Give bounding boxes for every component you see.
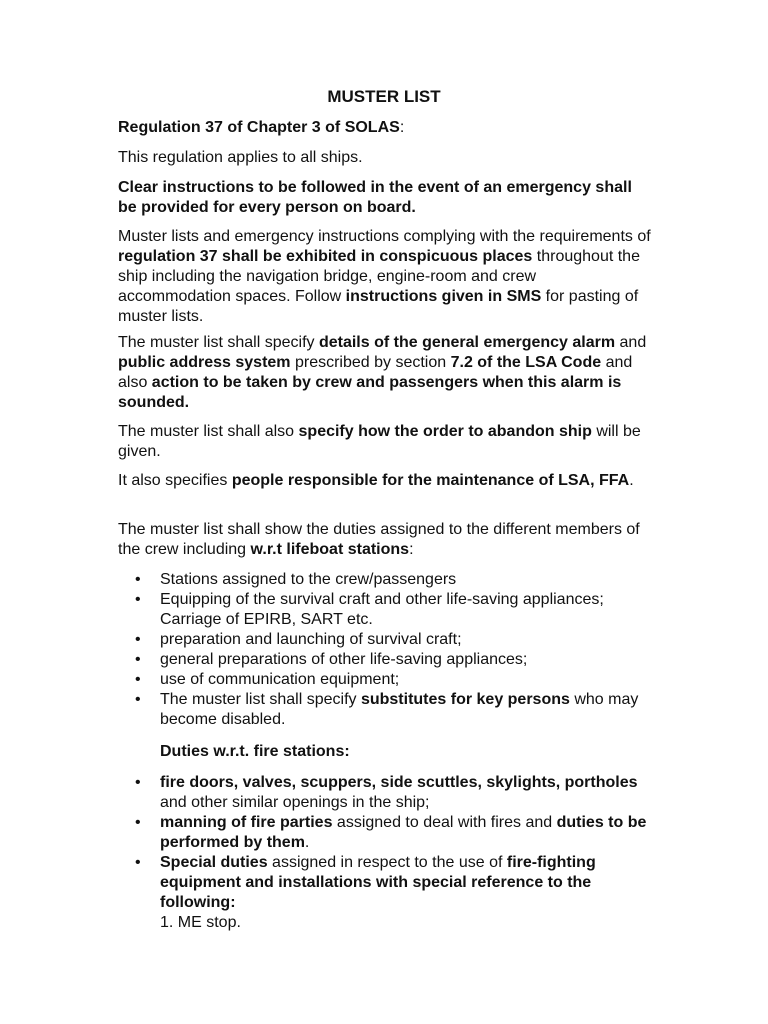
bold-run: fire doors, valves, scuppers, side scuttles, skylights, portholes bbox=[160, 774, 638, 791]
bold-run: Special duties bbox=[160, 854, 268, 871]
bold-run: w.r.t lifeboat stations bbox=[250, 541, 410, 558]
text-run: and other similar openings in the ship; bbox=[160, 794, 430, 811]
duties-paragraph bbox=[118, 520, 653, 560]
text-run: The muster list shall also bbox=[118, 423, 299, 440]
text-run: assigned to deal with fires and bbox=[332, 814, 557, 831]
list-item: • Equipping of the survival craft and other life-saving appliances; Carriage of EPIRB, SART etc. bbox=[118, 590, 653, 630]
list-item bbox=[118, 690, 653, 730]
bold-run: details of the general emergency alarm bbox=[318, 334, 616, 351]
applies-paragraph: This regulation applies to all ships. bbox=[118, 149, 363, 166]
text-run: and bbox=[615, 334, 647, 351]
text-run: prescribed by section bbox=[290, 354, 451, 371]
abandon-ship-paragraph bbox=[118, 422, 653, 462]
bold-run: public address system bbox=[118, 354, 291, 371]
regulation-heading bbox=[118, 118, 653, 138]
bold-run: fire-fighting equipment and installations with special reference to the following: bbox=[160, 854, 596, 911]
bold-run: instructions given in SMS bbox=[345, 288, 542, 305]
text-run: assigned in respect to the use of bbox=[267, 854, 507, 871]
list-item bbox=[118, 813, 653, 853]
list-item: • use of communication equipment; bbox=[118, 670, 653, 690]
text-run: . bbox=[629, 472, 634, 489]
list-item bbox=[118, 853, 653, 933]
text-run: who may become disabled. bbox=[160, 691, 639, 728]
list-item: • Stations assigned to the crew/passengers bbox=[118, 570, 653, 590]
text-run: The muster list shall specify bbox=[160, 691, 361, 708]
list-item: • general preparations of other life-saving appliances; bbox=[118, 650, 653, 670]
bold-run: regulation 37 shall be exhibited in conspicuous places bbox=[118, 248, 533, 265]
text-run: : bbox=[409, 541, 414, 558]
text-run: throughout the ship including the navigation bridge, engine-room and crew accommodation spaces. Follow bbox=[118, 248, 640, 305]
bold-run: specify how the order to abandon ship bbox=[298, 423, 592, 440]
bold-run: action to be taken by crew and passengers when this alarm is sounded. bbox=[118, 374, 622, 411]
regulation-colon: : bbox=[399, 119, 405, 136]
regulation-reference: Regulation 37 of Chapter 3 of SOLAS bbox=[118, 119, 400, 136]
text-run: will be given. bbox=[118, 423, 641, 460]
bold-run: people responsible for the maintenance of LSA, FFA bbox=[231, 472, 630, 489]
bold-run: manning of fire parties bbox=[160, 814, 333, 831]
clear-instructions-paragraph: Clear instructions to be followed in the event of an emergency shall be provided for every person on board. bbox=[118, 179, 632, 216]
list-item: • preparation and launching of survival craft; bbox=[118, 630, 653, 650]
text-run: It also specifies bbox=[118, 472, 232, 489]
maintenance-paragraph bbox=[118, 471, 653, 491]
bold-run: substitutes for key persons bbox=[360, 691, 570, 708]
fire-duties-list bbox=[118, 773, 653, 933]
text-run: . bbox=[304, 834, 310, 851]
bold-run: duties to be performed by them bbox=[160, 814, 647, 851]
muster-lists-paragraph bbox=[118, 227, 653, 327]
page-title: MUSTER LIST bbox=[327, 87, 441, 106]
text-run: The muster list shall show the duties assigned to the different members of the crew including bbox=[118, 521, 640, 558]
text-run: and also bbox=[118, 354, 633, 391]
numbered-sub-item: 1. ME stop. bbox=[160, 914, 241, 931]
fire-stations-heading: Duties w.r.t. fire stations: bbox=[160, 743, 350, 760]
bold-run: 7.2 of the LSA Code bbox=[450, 354, 602, 371]
list-item bbox=[118, 773, 653, 813]
text-run: Muster lists and emergency instructions complying with the requirements of bbox=[118, 228, 651, 245]
text-run: The muster list shall specify bbox=[118, 334, 319, 351]
alarm-paragraph bbox=[118, 333, 653, 413]
lifeboat-duties-list bbox=[118, 570, 653, 730]
text-run: for pasting of muster lists. bbox=[118, 288, 639, 325]
